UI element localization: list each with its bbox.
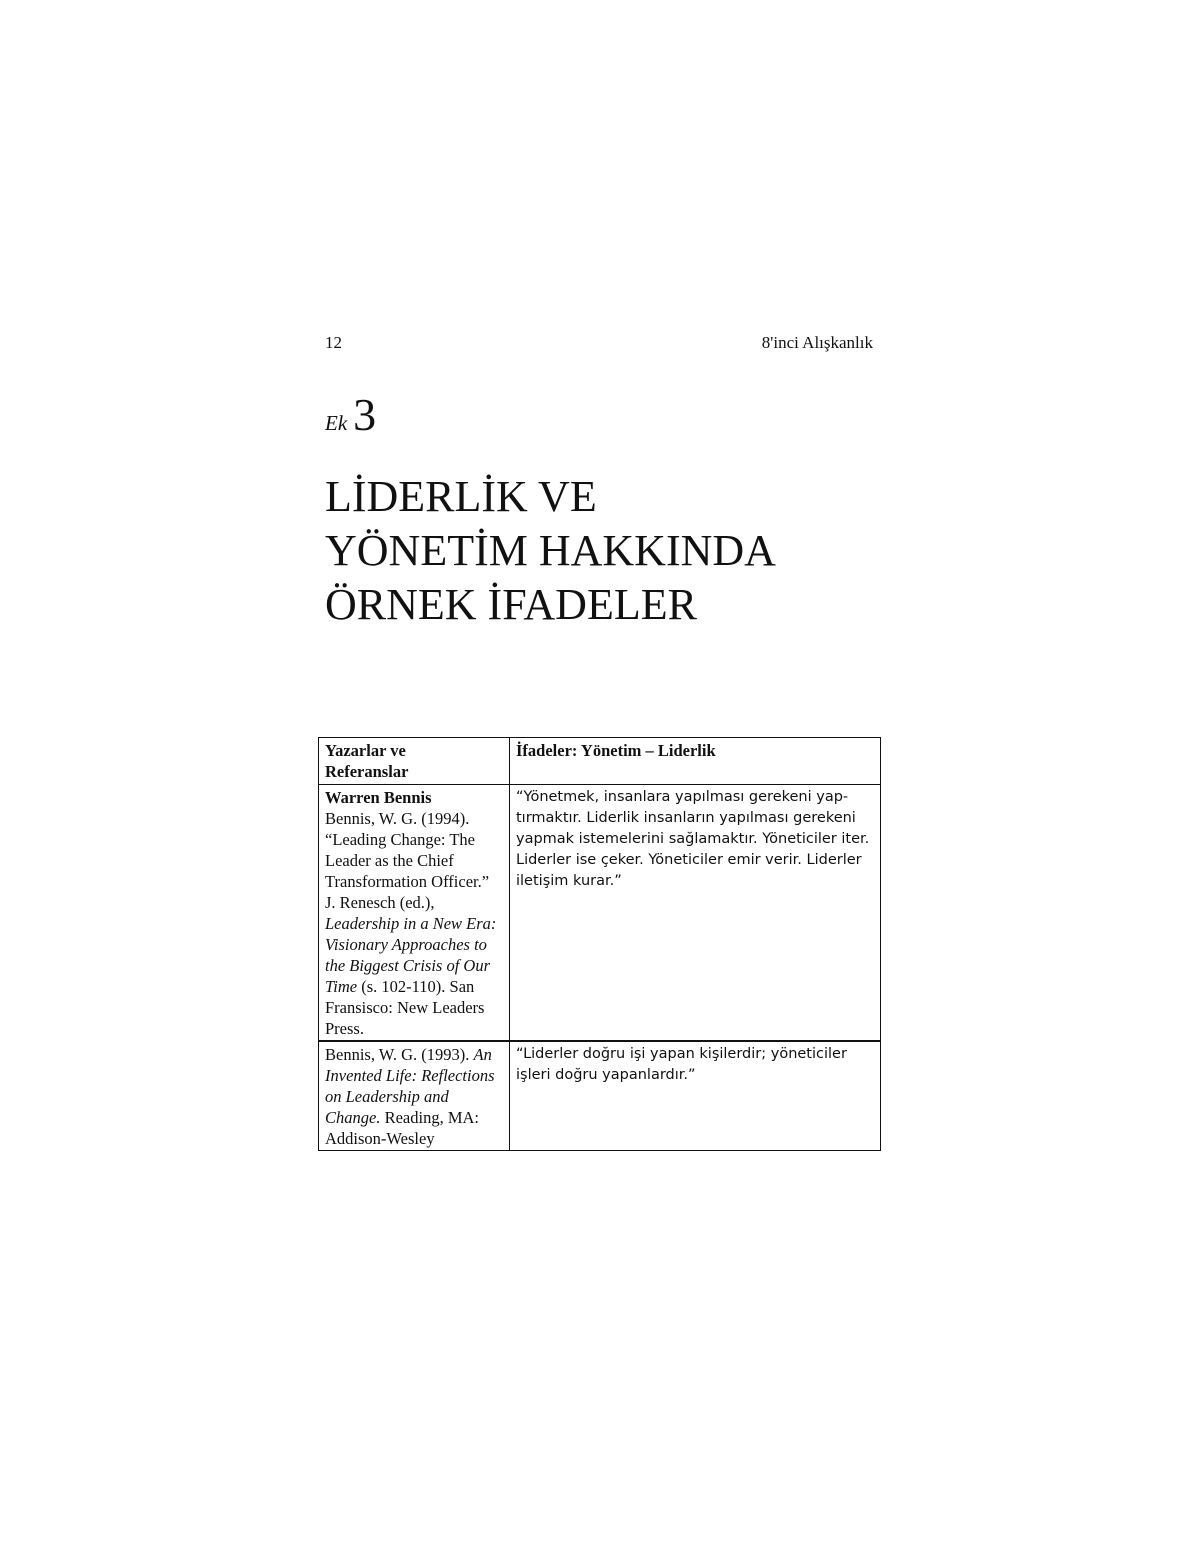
chapter-title: [325, 470, 776, 632]
running-head-title: 8'inci Alışkanlık: [761, 333, 873, 352]
header-authors-line2: Referanslar: [325, 762, 409, 781]
reference-book-title: Leadership in a New Era: Visionary Approaches to the Biggest Crisis of Our Time: [325, 914, 497, 996]
reference-text: Reading, MA: Addison-Wesley: [325, 1108, 480, 1148]
reference-text: Bennis, W. G. (1993).: [325, 1045, 474, 1064]
reference-cell: [319, 785, 510, 1042]
page-number: 12: [325, 333, 342, 352]
table-row: [319, 1041, 881, 1151]
header-statements: İfadeler: Yönetim – Liderlik: [510, 738, 881, 785]
appendix-prefix: Ek: [325, 411, 348, 435]
reference-book-title: An Invented Life: Reflections on Leadership and Change.: [325, 1045, 495, 1127]
reference-cell: [319, 1041, 510, 1151]
reference-author: Warren Bennis: [325, 788, 432, 807]
quote-cell: “Yönetmek, insanlara yapılması gerekeni yap-tırmaktır. Liderlik insanların yapılması gerekeni yapmak istemelerini sağlamaktır. Yöneticiler iter. Liderler ise çeker. Yöneticiler emir verir. Liderler iletişim kurar.”: [510, 785, 881, 1042]
table-header-row: [319, 738, 881, 785]
reference-text: (s. 102-110). San Fransisco: New Leaders Press.: [325, 977, 485, 1038]
chapter-title-line: LİDERLİK VE: [325, 472, 597, 521]
table-row: [319, 785, 881, 1042]
appendix-label: [325, 388, 376, 441]
quote-cell: “Liderler doğru işi yapan kişilerdir; yöneticiler işleri doğru yapanlardır.”: [510, 1041, 881, 1151]
header-authors-line1: Yazarlar ve: [325, 741, 406, 760]
appendix-number: 3: [353, 389, 377, 440]
chapter-title-line: ÖRNEK İFADELER: [325, 580, 697, 629]
chapter-title-line: YÖNETİM HAKKINDA: [325, 526, 776, 575]
header-authors-references: [319, 738, 510, 785]
quotes-table: [318, 737, 881, 1151]
reference-text: Bennis, W. G. (1994). “Leading Change: The Leader as the Chief Transformation Officer.” J. Renesch (ed.),: [325, 809, 490, 912]
